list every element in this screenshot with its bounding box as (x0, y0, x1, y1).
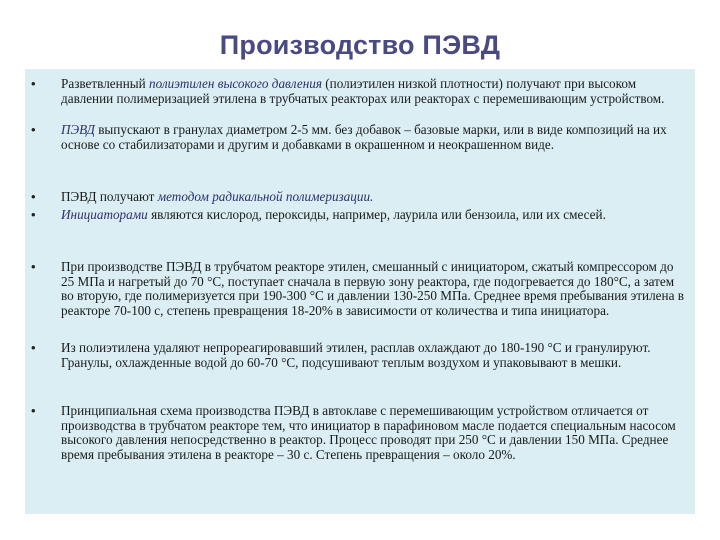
bullet-icon: • (31, 259, 36, 274)
bullet-text: Принципиальная схема производства ПЭВД в автоклаве с перемешивающим устройством отличается от производства в трубчатом реакторе тем, что инициатор в парафиновом масле подается специальным насосом высокого давления непосредственно в реактор. Процесс проводят при 250 °С и давлении 150 МПа. Среднее время пребывания этилена в реакторе – 30 с. Степень превращения – около 20%. (61, 403, 676, 462)
bullet-icon: • (31, 189, 36, 204)
bullet-icon: • (31, 340, 36, 355)
bullet-icon: • (31, 76, 36, 91)
bullet-text: При производстве ПЭВД в трубчатом реакторе этилен, смешанный с инициатором, сжатый компрессором до 25 МПа и нагретый до 70 °С, поступает сначала в первую зону реактора, где подогревается до 180°С, а затем во вторую, где полимеризуется при 190-300 °С и давлении 130-250 МПа. Среднее время пребывания этилена в реакторе 70-100 с, степень превращения 18-20% в зависимости от количества и типа инициатора. (61, 259, 684, 318)
emphasis-text: Инициаторами (61, 207, 148, 222)
emphasis-text: полиэтилен высокого давления (148, 76, 322, 91)
bullet-icon: • (31, 122, 36, 137)
bullet-text: Инициаторами являются кислород, пероксиды, например, лаурила или бензоила, или их смесей. (61, 207, 606, 222)
bullet-text: Из полиэтилена удаляют непрореагировавший этилен, расплав охлаждают до 180-190 °С и гранулируют. Гранулы, охлажденные водой до 60-70 °С, подсушивают теплым воздухом и упаковывают в мешки. (61, 340, 651, 370)
bullet-text: ПЭВД получают методом радикальной полимеризации. (61, 189, 374, 204)
content-panel (25, 69, 695, 514)
bullet-icon: • (31, 207, 36, 222)
emphasis-text: ПЭВД (61, 122, 95, 137)
bullet-text: ПЭВД выпускают в гранулах диаметром 2-5 мм. без добавок – базовые марки, или в виде композиций на их основе со стабилизаторами и другим и добавками в окрашенном и неокрашенном виде. (61, 122, 667, 152)
bullet-text: Разветвленный полиэтилен высокого давления (полиэтилен низкой плотности) получают при высоком давлении полимеризацией этилена в трубчатых реакторах или реакторах с перемешивающим устройством. (61, 76, 665, 106)
bullet-icon: • (31, 403, 36, 418)
emphasis-text: методом радикальной полимеризации. (157, 189, 374, 204)
page-title: Производство ПЭВД (219, 30, 501, 60)
